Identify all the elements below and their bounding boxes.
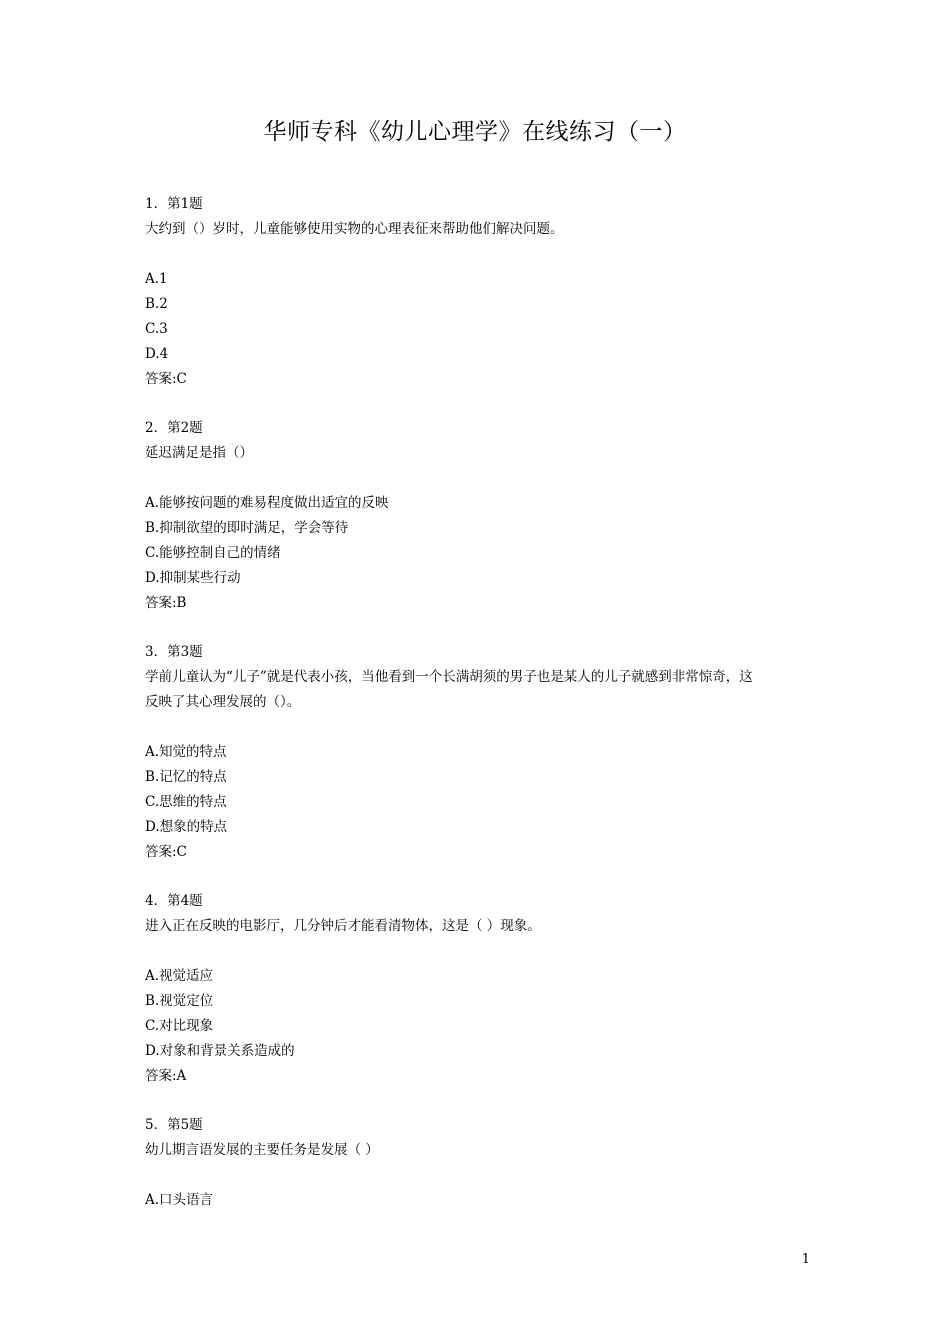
question-2-header: 2．第2题 — [145, 420, 203, 436]
question-2-stem: 延迟满足是指（） — [145, 445, 253, 461]
question-1-header: 1．第1题 — [145, 196, 203, 212]
question-3-stem-line-2: 反映了其心理发展的（）。 — [145, 694, 301, 710]
question-3-header: 3．第3题 — [145, 644, 203, 660]
question-1-option-d: D.4 — [145, 346, 169, 362]
question-4-answer: 答案:A — [145, 1068, 187, 1084]
question-5-option-a: A.口头语言 — [145, 1192, 214, 1208]
question-1-stem: 大约到（）岁时，儿童能够使用实物的心理表征来帮助他们解决问题。 — [145, 221, 564, 237]
document-title: 华师专科《幼儿心理学》在线练习（一） — [263, 119, 687, 145]
question-1-option-a: A.1 — [145, 271, 168, 287]
question-1-option-b: B.2 — [145, 296, 168, 312]
question-4-option-b: B.视觉定位 — [145, 993, 214, 1009]
page-number: 1 — [801, 1252, 810, 1267]
question-4-option-a: A.视觉适应 — [145, 968, 214, 984]
question-2-option-a: A.能够按问题的难易程度做出适宜的反映 — [145, 495, 389, 511]
question-1-answer: 答案:C — [145, 371, 187, 387]
question-3-option-d: D.想象的特点 — [145, 819, 228, 835]
question-3-option-a: A.知觉的特点 — [145, 744, 227, 760]
question-3-answer: 答案:C — [145, 844, 187, 860]
question-1-option-c: C.3 — [145, 321, 168, 337]
question-3-option-c: C.思维的特点 — [145, 794, 227, 810]
question-2-option-b: B.抑制欲望的即时满足，学会等待 — [145, 520, 349, 536]
question-5-header: 5．第5题 — [145, 1117, 203, 1133]
question-4-header: 4．第4题 — [145, 893, 203, 909]
question-3-stem-line-1: 学前儿童认为“儿子”就是代表小孩，当他看到一个长满胡须的男子也是某人的儿子就感到非常惊奇，这 — [145, 669, 753, 685]
question-2-answer: 答案:B — [145, 595, 187, 611]
question-4-option-d: D.对象和背景关系造成的 — [145, 1043, 295, 1059]
question-2-option-c: C.能够控制自己的情绪 — [145, 545, 281, 561]
question-4-stem: 进入正在反映的电影厅，几分钟后才能看清物体，这是（ ）现象。 — [145, 918, 541, 934]
question-3-option-b: B.记忆的特点 — [145, 769, 227, 785]
question-4-option-c: C.对比现象 — [145, 1018, 214, 1034]
question-5-stem: 幼儿期言语发展的主要任务是发展（ ） — [145, 1142, 379, 1158]
question-2-option-d: D.抑制某些行动 — [145, 570, 241, 586]
